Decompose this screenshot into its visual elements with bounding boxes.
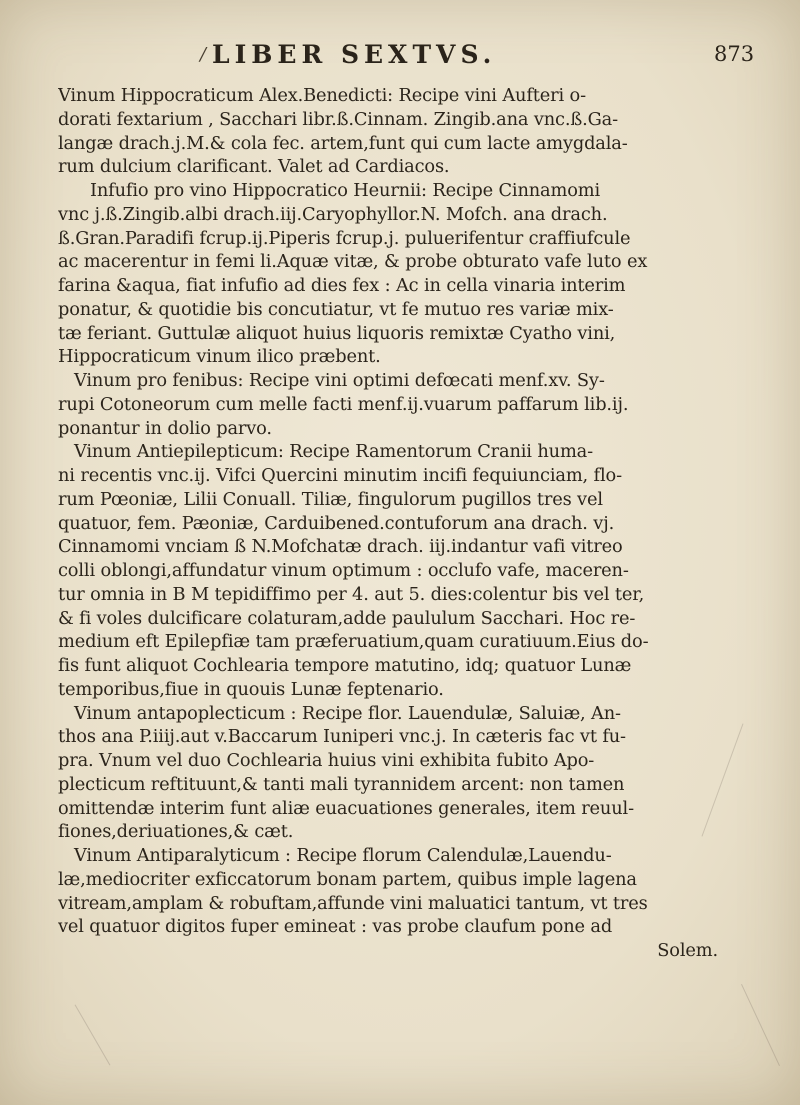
- catchword: Solem.: [657, 940, 718, 961]
- text-line-2: dorati fextarium , Sacchari libr.ß.Cinnam. Zingib.ana vnc.ß.Ga-: [58, 108, 618, 130]
- text-line-3: langæ drach.j.M.& cola fec. artem,funt qui cum lacte amygdala-: [58, 132, 628, 154]
- text-line-21: colli oblongi,affundatur vinum optimum : occlufo vafe, maceren-: [58, 560, 629, 581]
- text-line-12: Hippocraticum vinum ilico præbent.: [58, 346, 381, 368]
- text-line-31: omittendæ interim funt aliæ euacuationes generales, item reuul-: [58, 797, 634, 819]
- text-line-30: plecticum reftituunt,& tanti mali tyrannidem arcent: non tamen: [58, 773, 625, 795]
- text-line-34: læ,mediocriter exficcatorum bonam partem, quibus imple lagena: [58, 868, 637, 890]
- text-line-13: Vinum pro fenibus: Recipe vini optimi defœcati menf.xv. Sy-: [74, 370, 605, 391]
- page-number: 873: [714, 42, 755, 66]
- text-line-25: fis funt aliquot Cochlearia tempore matutino, idq; quatuor Lunæ: [58, 655, 632, 676]
- text-line-22: tur omnia in B M tepidiffimo per 4. aut 5. dies:colentur bis vel ter,: [58, 583, 645, 605]
- text-line-23: & fi voles dulcificare colaturam,adde paululum Sacchari. Hoc re-: [58, 607, 636, 629]
- text-line-27: Vinum antapoplecticum : Recipe flor. Lauendulæ, Saluiæ, An-: [74, 702, 621, 724]
- text-line-1: Vinum Hippocraticum Alex.Benedicti: Recipe vini Aufteri o-: [58, 85, 586, 106]
- text-line-35: vitream,amplam & robuftam,affunde vini maluatici tantum, vt tres: [58, 892, 648, 914]
- text-line-29: pra. Vnum vel duo Cochlearia huius vini exhibita fubito Apo-: [58, 750, 595, 771]
- pencil-stroke: [75, 1004, 111, 1065]
- text-line-15: ponantur in dolio parvo.: [58, 417, 272, 439]
- text-line-9: farina &aqua, fiat infufio ad dies fex : Ac in cella vinaria interim: [58, 275, 626, 296]
- text-line-5: Infufio pro vino Hippocratico Heurnii: Recipe Cinnamomi: [90, 180, 601, 201]
- pencil-stroke: [741, 984, 780, 1066]
- text-line-16: Vinum Antiepilepticum: Recipe Ramentorum Cranii huma-: [74, 441, 593, 463]
- text-line-26: temporibus,fiue in quouis Lunæ feptenario.: [58, 678, 444, 700]
- text-line-32: fiones,deriuationes,& cæt.: [58, 821, 294, 843]
- body-text: [58, 84, 740, 963]
- text-line-8: ac macerentur in femi li.Aquæ vitæ, & probe obturato vafe luto ex: [58, 251, 648, 273]
- text-line-36: vel quatuor digitos fuper emineat : vas probe claufum pone ad: [58, 916, 613, 938]
- text-line-14: rupi Cotoneorum cum melle facti menf.ij.vuarum paffarum lib.ij.: [58, 393, 629, 415]
- text-line-10: ponatur, & quotidie bis concutiatur, vt fe mutuo res variæ mix-: [58, 298, 614, 320]
- text-line-4: rum dulcium clarificant. Valet ad Cardiacos.: [58, 156, 450, 178]
- text-line-20: Cinnamomi vnciam ß N.Mofchatæ drach. iij.indantur vafi vitreo: [58, 536, 623, 558]
- text-line-28: thos ana P.iiij.aut v.Baccarum Iuniperi vnc.j. In cæteris fac vt fu-: [58, 726, 626, 748]
- text-line-18: rum Pœoniæ, Lilii Conuall. Tiliæ, fingulorum pugillos tres vel: [58, 488, 603, 510]
- text-line-17: ni recentis vnc.ij. Vifci Quercini minutim incifi fequiunciam, flo-: [58, 465, 622, 486]
- text-line-7: ß.Gran.Paradifi fcrup.ij.Piperis fcrup.j. puluerifentur craffiufcule: [58, 227, 631, 249]
- text-line-19: quatuor, fem. Pæoniæ, Carduibened.contuforum ana drach. vj.: [58, 512, 615, 534]
- text-line-11: tæ feriant. Guttulæ aliquot huius liquoris remixtæ Cyatho vini,: [58, 322, 616, 344]
- running-head-title: LIBER SEXTVS.: [212, 40, 497, 69]
- text-line-6: vnc j.ß.Zingib.albi drach.iij.Caryophyllor.N. Mofch. ana drach.: [58, 203, 608, 225]
- text-line-33: Vinum Antiparalyticum : Recipe florum Calendulæ,Lauendu-: [74, 845, 612, 866]
- text-line-24: medium eft Epilepfiæ tam præferuatium,quam curatiuum.Eius do-: [58, 631, 649, 653]
- running-head-slash: /: [200, 44, 207, 65]
